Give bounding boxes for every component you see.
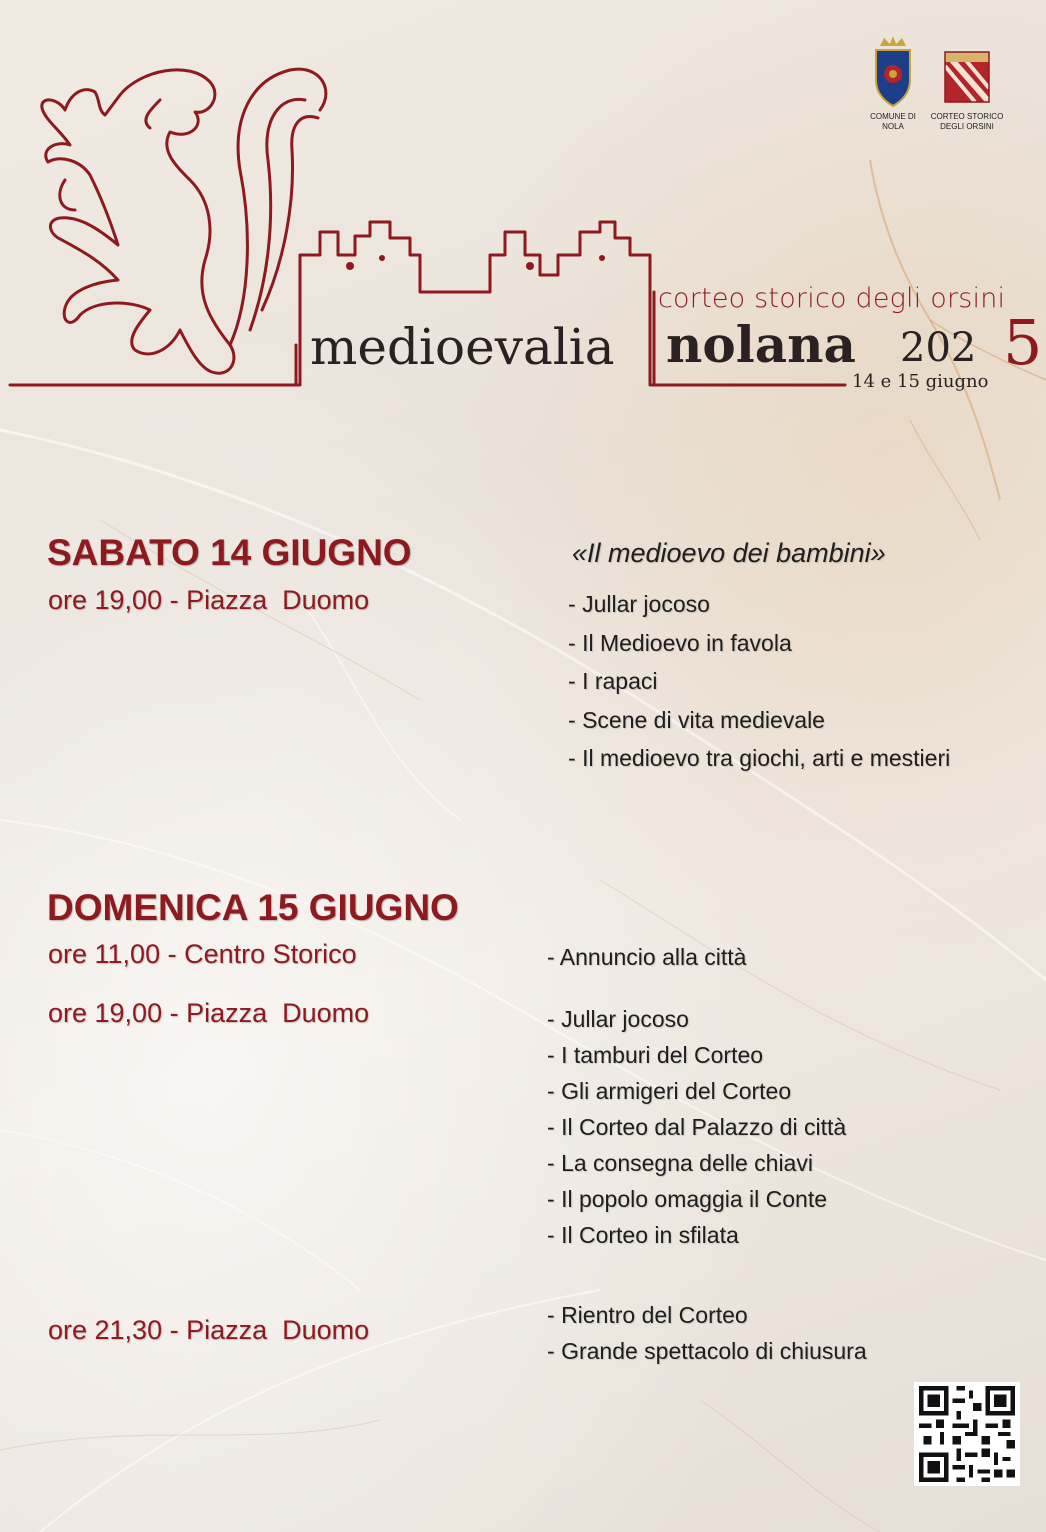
sunday-heading: DOMENICA 15 GIUGNO	[47, 887, 459, 928]
comune-label-2: NOLA	[882, 122, 904, 131]
saturday-program-list	[568, 591, 950, 784]
sunday-slot3-list	[547, 1302, 867, 1374]
title-nolana: nolana	[666, 315, 856, 374]
saturday-time: ore 19,00 - Piazza Duomo	[48, 585, 370, 615]
corteo-crest-icon	[939, 36, 995, 108]
comune-di-nola-logo	[862, 36, 924, 132]
list-item: - I rapaci	[568, 668, 950, 707]
saturday-program-title: «Il medioevo dei bambini»	[572, 538, 886, 568]
sunday-slot1-list	[547, 944, 746, 980]
year-main: 202	[900, 325, 977, 371]
sunday-slot2-list	[547, 1006, 846, 1258]
event-dates: 14 e 15 giugno	[852, 371, 989, 392]
corteo-storico-logo	[926, 36, 1008, 132]
list-item: - La consegna delle chiavi	[547, 1150, 846, 1186]
sunday-time-3: ore 21,30 - Piazza Duomo	[48, 1315, 370, 1345]
list-item: - Il Corteo dal Palazzo di città	[547, 1114, 846, 1150]
list-item: - I tamburi del Corteo	[547, 1042, 846, 1078]
comune-label-1: COMUNE DI	[870, 112, 916, 121]
lion-icon	[42, 70, 234, 373]
sunday-time-1: ore 11,00 - Centro Storico	[48, 939, 357, 969]
corteo-label-2: DEGLI ORSINI	[940, 122, 994, 131]
corteo-label-1: CORTEO STORICO	[930, 112, 1004, 121]
list-item: - Jullar jocoso	[547, 1006, 846, 1042]
list-item: - Grande spettacolo di chiusura	[547, 1338, 867, 1374]
list-item: - Scene di vita medievale	[568, 707, 950, 746]
list-item: - Il Corteo in sfilata	[547, 1222, 846, 1258]
list-item: - Rientro del Corteo	[547, 1302, 867, 1338]
list-item: - Annuncio alla città	[547, 944, 746, 980]
sunday-time-2: ore 19,00 - Piazza Duomo	[48, 998, 370, 1028]
list-item: - Gli armigeri del Corteo	[547, 1078, 846, 1114]
qr-code-graphic	[914, 1382, 1020, 1486]
list-item: - Il popolo omaggia il Conte	[547, 1186, 846, 1222]
event-subtitle: corteo storico degli orsini	[658, 283, 1006, 314]
qr-code-icon[interactable]	[914, 1382, 1020, 1486]
list-item: - Il Medioevo in favola	[568, 630, 950, 669]
saturday-heading: SABATO 14 GIUGNO	[47, 532, 412, 573]
list-item: - Jullar jocoso	[568, 591, 950, 630]
year-last-digit: 5	[1003, 306, 1043, 379]
list-item: - Il medioevo tra giochi, arti e mestieri	[568, 745, 950, 784]
title-medioevalia: medioevalia	[310, 318, 615, 376]
comune-crest-icon	[870, 36, 916, 108]
